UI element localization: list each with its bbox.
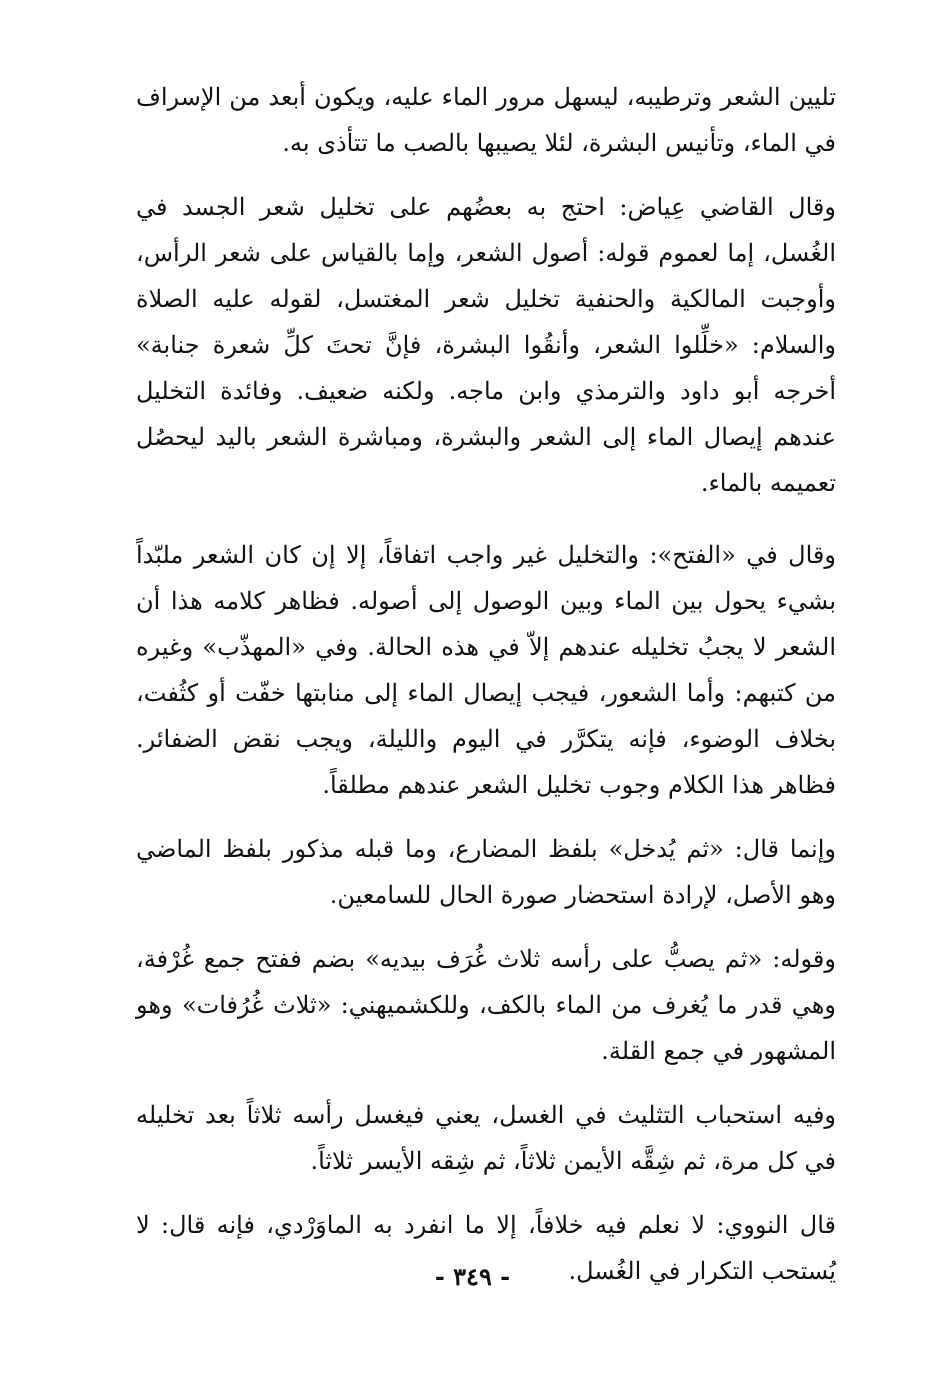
paragraph-6: وفيه استحباب التثليث في الغسل، يعني فيغسل رأسه ثلاثاً بعد تخليله في كل مرة، ثم شِقَّه الأيمن ثلاثاً، ثم شِقه الأيسر ثلاثاً. (136, 1101, 836, 1175)
page-number: - ٣٤٩ - (434, 1262, 511, 1291)
paragraph-5: وقوله: «ثم يصبُّ على رأسه ثلاث غُرَف بيديه» بضم ففتح جمع غُرْفة، وهي قدر ما يُغرف من الماء بالكف، وللكشميهني: «ثلاث غُرُفات» وهو المشهور في جمع القلة. (136, 945, 836, 1065)
paragraph-2: وقال القاضي عِياض: احتج به بعضُهم على تخليل شعر الجسد في الغُسل، إما لعموم قوله: أصول الشعر، وإما بالقياس على شعر الرأس، وأوجبت المالكية والحنفية تخليل شعر المغتسل، لقوله عليه الصلاة والسلام: «خلِّلوا الشعر، وأنقُوا البشرة، فإنَّ تحتَ كلِّ شعرة جنابة» أخرجه أبو داود والترمذي وابن ماجه. ولكنه ضعيف. وفائدة التخليل عندهم إيصال الماء إلى الشعر والبشرة، ومباشرة الشعر باليد ليحصُل تعميمه بالماء. (136, 193, 836, 497)
paragraph-7: قال النووي: لا نعلم فيه خلافاً، إلا ما انفرد به الماوَرْدي، فإنه قال: لا يُستحب التكرار في الغُسل. (136, 1211, 836, 1285)
paragraph-4: وإنما قال: «ثم يُدخل» بلفظ المضارع، وما قبله مذكور بلفظ الماضي وهو الأصل، لإرادة استحضار صورة الحال للسامعين. (136, 835, 836, 909)
body-text (136, 74, 836, 1294)
paragraph-3: وقال في «الفتح»: والتخليل غير واجب اتفاقاً، إلا إن كان الشعر ملبّداً بشيء يحول بين الماء وبين الوصول إلى أصوله. فظاهر كلامه هذا أن الشعر لا يجبُ تخليله عندهم إلاّ في هذه الحالة. وفي «المهذّب» وغيره من كتبهم: وأما الشعور، فيجب إيصال الماء إلى منابتها خفّت أو كثُفت، بخلاف الوضوء، فإنه يتكرَّر في اليوم والليلة، ويجب نقض الضفائر. فظاهر هذا الكلام وجوب تخليل الشعر عندهم مطلقاً. (136, 541, 836, 799)
paragraph-1: تليين الشعر وترطيبه، ليسهل مرور الماء عليه، ويكون أبعد من الإسراف في الماء، وتأنيس البشرة، لئلا يصيبها بالصب ما تتأذى به. (136, 83, 836, 157)
